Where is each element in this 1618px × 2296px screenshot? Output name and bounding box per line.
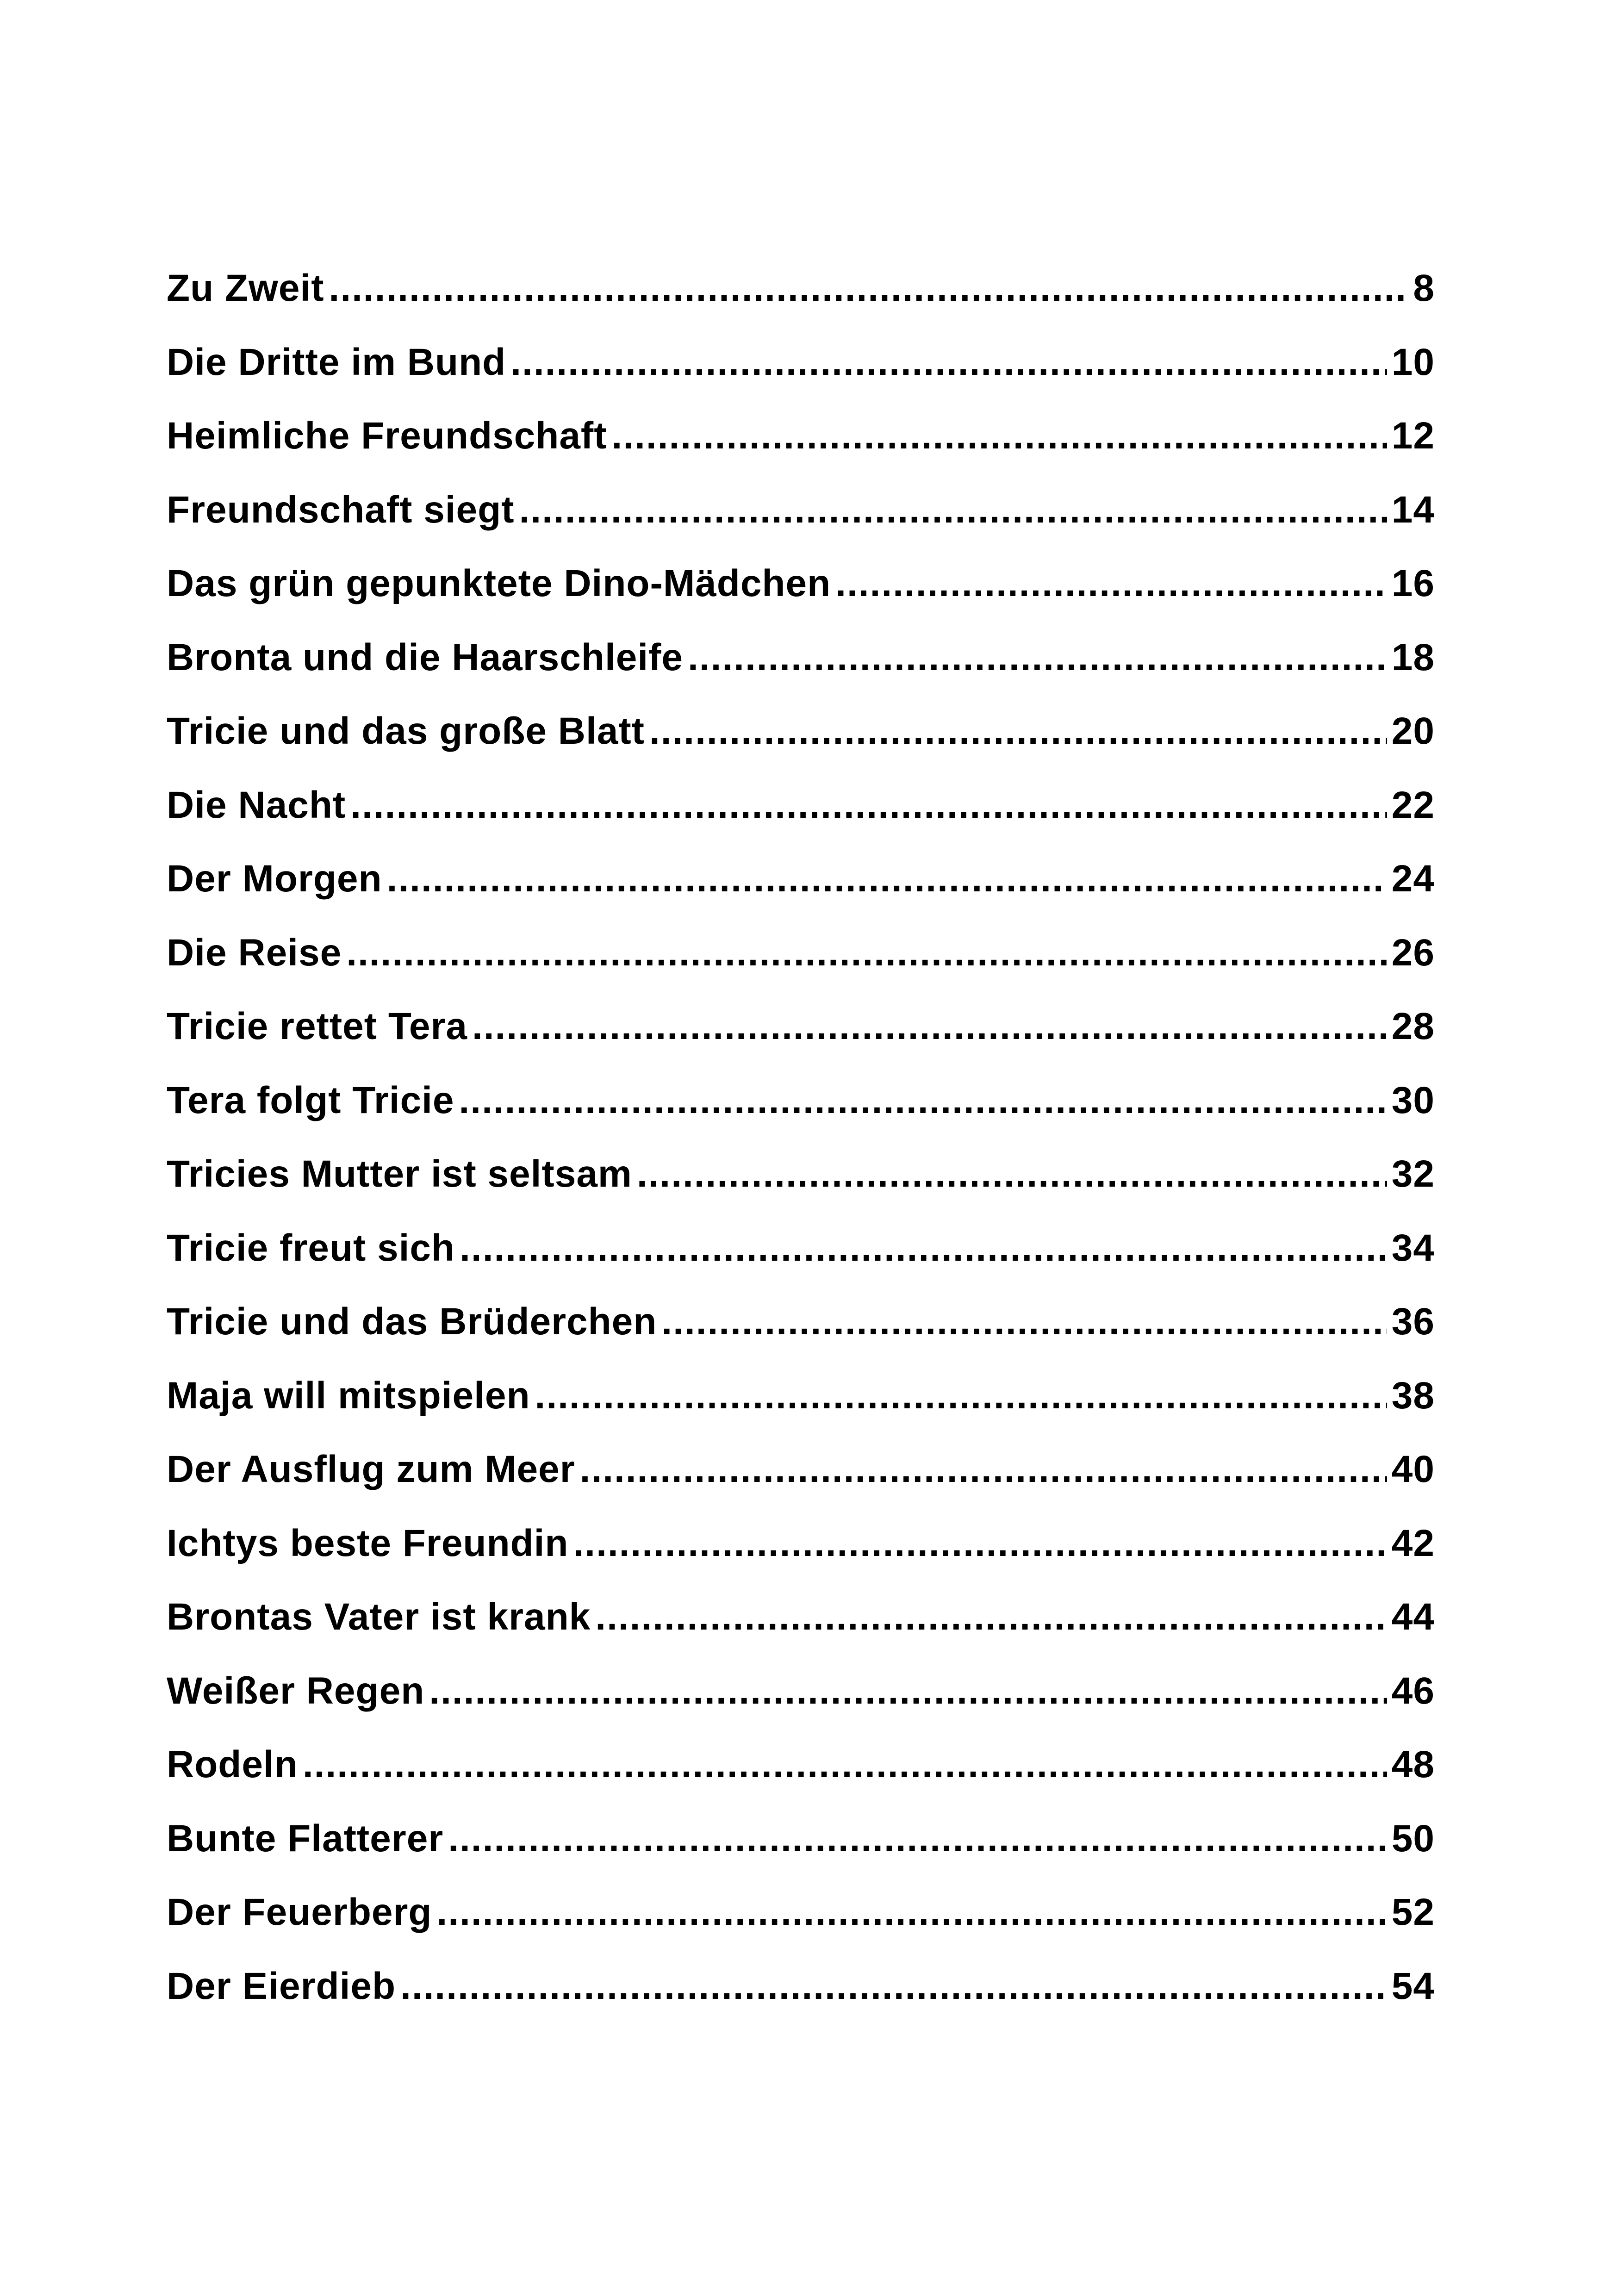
toc-entry-page: 38 xyxy=(1391,1374,1435,1417)
toc-dot-leader xyxy=(387,857,1387,901)
toc-entry xyxy=(167,562,1435,636)
toc-entry-title: Tricie rettet Tera xyxy=(167,1005,467,1047)
toc-entry-title: Die Reise xyxy=(167,931,342,974)
toc-entry xyxy=(167,931,1435,1005)
toc-entry-title: Zu Zweit xyxy=(167,267,324,309)
toc-entry xyxy=(167,341,1435,415)
toc-entry-title: Tricies Mutter ist seltsam xyxy=(167,1153,632,1195)
toc-entry xyxy=(167,1152,1435,1226)
toc-dot-leader xyxy=(688,636,1387,679)
toc-entry-title: Heimliche Freundschaft xyxy=(167,415,607,457)
toc-entry-page: 14 xyxy=(1391,488,1435,531)
toc-entry-title: Brontas Vater ist krank xyxy=(167,1596,591,1638)
toc-entry-page: 10 xyxy=(1391,341,1435,383)
toc-entry xyxy=(167,1522,1435,1596)
toc-entry-page: 8 xyxy=(1413,267,1435,309)
toc-entry xyxy=(167,1005,1435,1079)
toc-dot-leader xyxy=(535,1374,1387,1418)
toc-entry-title: Der Eierdieb xyxy=(167,1965,396,2007)
toc-dot-leader xyxy=(400,1965,1387,2008)
toc-entry xyxy=(167,857,1435,931)
toc-dot-leader xyxy=(661,1300,1387,1344)
toc-dot-leader xyxy=(303,1743,1387,1786)
toc-entry-title: Bronta und die Haarschleife xyxy=(167,636,684,678)
toc-entry xyxy=(167,1965,1435,2039)
toc-entry-title: Maja will mitspielen xyxy=(167,1374,530,1417)
toc-entry xyxy=(167,1743,1435,1817)
toc-entry-page: 36 xyxy=(1391,1300,1435,1343)
toc-entry-title: Tricie und das große Blatt xyxy=(167,710,645,752)
toc-entry-page: 34 xyxy=(1391,1226,1435,1269)
toc-dot-leader xyxy=(429,1669,1387,1713)
toc-entry-page: 48 xyxy=(1391,1743,1435,1786)
toc-entry-page: 40 xyxy=(1391,1448,1435,1490)
toc-dot-leader xyxy=(448,1817,1387,1860)
toc-entry-page: 32 xyxy=(1391,1153,1435,1195)
toc-entry-page: 30 xyxy=(1391,1079,1435,1121)
toc-dot-leader xyxy=(595,1595,1387,1639)
toc-entry xyxy=(167,1817,1435,1891)
toc-entry-page: 54 xyxy=(1391,1965,1435,2007)
toc-dot-leader xyxy=(835,562,1387,605)
toc-entry xyxy=(167,1448,1435,1522)
toc-dot-leader xyxy=(460,1226,1387,1270)
toc-entry-page: 50 xyxy=(1391,1817,1435,1860)
toc-entry-title: Der Morgen xyxy=(167,858,382,900)
toc-dot-leader xyxy=(612,414,1387,458)
toc-entry xyxy=(167,1374,1435,1448)
toc-entry-page: 18 xyxy=(1391,636,1435,678)
toc-dot-leader xyxy=(637,1152,1387,1196)
toc-dot-leader xyxy=(573,1522,1387,1565)
toc-entry-page: 22 xyxy=(1391,784,1435,826)
toc-entry-title: Tricie freut sich xyxy=(167,1226,455,1269)
toc-entry-title: Tera folgt Tricie xyxy=(167,1079,454,1121)
toc-dot-leader xyxy=(459,1079,1387,1122)
toc-entry xyxy=(167,1226,1435,1300)
toc-entry xyxy=(167,267,1435,341)
toc-entry-title: Bunte Flatterer xyxy=(167,1817,444,1860)
toc-entry-title: Ichtys beste Freundin xyxy=(167,1522,569,1564)
toc-dot-leader xyxy=(329,267,1409,310)
toc-dot-leader xyxy=(519,488,1387,532)
toc-entry xyxy=(167,709,1435,784)
toc-entry-page: 20 xyxy=(1391,710,1435,752)
toc-entry-page: 26 xyxy=(1391,931,1435,974)
toc-dot-leader xyxy=(437,1891,1387,1934)
toc-dot-leader xyxy=(649,709,1387,753)
toc-entry xyxy=(167,1300,1435,1374)
toc-entry xyxy=(167,1595,1435,1669)
toc-entry-page: 28 xyxy=(1391,1005,1435,1047)
toc-entry-page: 44 xyxy=(1391,1596,1435,1638)
toc-entry-title: Freundschaft siegt xyxy=(167,488,515,531)
toc-dot-leader xyxy=(472,1005,1387,1048)
toc-entry-page: 24 xyxy=(1391,858,1435,900)
toc-entry-title: Rodeln xyxy=(167,1743,298,1786)
toc-entry-title: Der Ausflug zum Meer xyxy=(167,1448,575,1490)
toc-dot-leader xyxy=(346,931,1387,975)
toc-entry xyxy=(167,488,1435,562)
toc-entry-title: Das grün gepunktete Dino-Mädchen xyxy=(167,562,831,604)
toc-entry xyxy=(167,1891,1435,1965)
toc-entry xyxy=(167,414,1435,488)
toc-entry xyxy=(167,1079,1435,1153)
toc-entry-page: 16 xyxy=(1391,562,1435,604)
toc-entry-page: 12 xyxy=(1391,415,1435,457)
toc-dot-leader xyxy=(350,784,1387,827)
toc-entry-title: Der Feuerberg xyxy=(167,1891,432,1933)
toc-entry xyxy=(167,1669,1435,1743)
toc-entry-title: Tricie und das Brüderchen xyxy=(167,1300,657,1343)
toc-entry-title: Die Nacht xyxy=(167,784,346,826)
toc-dot-leader xyxy=(580,1448,1387,1491)
toc-entry-title: Weißer Regen xyxy=(167,1669,425,1712)
toc-entry-page: 42 xyxy=(1391,1522,1435,1564)
table-of-contents xyxy=(167,267,1435,2038)
toc-entry xyxy=(167,636,1435,710)
toc-entry-page: 46 xyxy=(1391,1669,1435,1712)
toc-entry-title: Die Dritte im Bund xyxy=(167,341,506,383)
toc-entry-page: 52 xyxy=(1391,1891,1435,1933)
toc-entry xyxy=(167,784,1435,858)
toc-dot-leader xyxy=(510,341,1387,384)
